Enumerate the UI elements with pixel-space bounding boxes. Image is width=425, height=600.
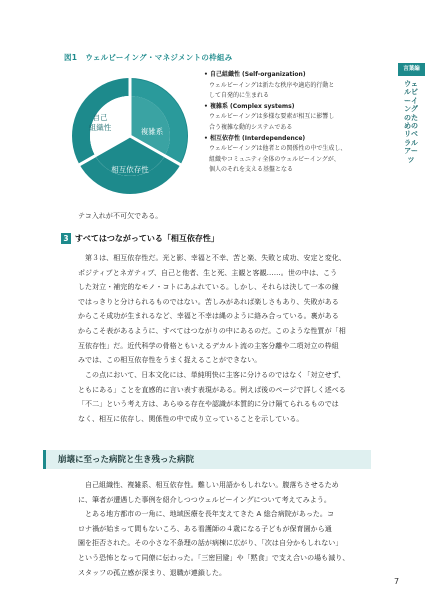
- figure-caption: [64, 52, 241, 63]
- text-line: なく、相互に依存し、関係性の中で成り立っていることを示している。: [78, 414, 304, 423]
- figure-title: ウェルビーイング・マネジメントの枠組み: [85, 53, 233, 62]
- text-line: 「不二」という考え方は、あらゆる存在や認識が本質的に分け隔てられるものでは: [78, 400, 339, 409]
- legend-desc: 個人のそれを支える基盤となる: [209, 166, 294, 174]
- text-line: ロナ禍が始まって間もないころ、ある看護師の４歳になる子どもが保育園から通: [78, 524, 332, 533]
- text-line: 園を拒否された。その小さな不条理の話が病棟に広がり、「次は自分かもしれない」: [78, 539, 343, 548]
- section-band-title: 崩壊に至った病院と生き残った病院: [58, 455, 195, 465]
- text-line: ではっきりと分けられるものではない。苦しみがあれば楽しさもあり、失敗がある: [78, 297, 339, 306]
- section-title: すべてはつながっている「相互依存性」: [75, 234, 219, 243]
- framework-diagram: [70, 76, 190, 196]
- text-line: スタッフの孤立感が深まり、退職が連鎖した。: [78, 568, 227, 577]
- text-line: 第３は、相互依存性だ。光と影、幸福と不幸、苦と楽、失敗と成功、安定と変化、: [85, 254, 346, 262]
- legend-desc: 組織やコミュニティ全体のウェルビーイングが、: [209, 155, 340, 163]
- side-tab-head: 言葉編: [398, 63, 425, 76]
- side-tab-text: ウェルビーイングのためのリベラルアーツ: [404, 80, 418, 164]
- legend-item-complex: [204, 102, 364, 134]
- paragraph-interdependence: [78, 251, 346, 368]
- legend-desc: して自発的に生まれる: [209, 92, 270, 100]
- text-line: からこそ表があるように、すべてはつながりの中にあるのだ。このような性質が「相: [78, 326, 346, 335]
- section-heading: [61, 232, 361, 246]
- legend-desc: ウェルビーイングは新たな秩序や適応的行動と: [209, 81, 335, 89]
- text-line: ポジティブとネガティブ、自己と他者、生と死、主観と客観……。世の中は、こう: [78, 268, 338, 277]
- section-number: 3: [61, 233, 71, 244]
- text-line: この点において、日本文化には、単純明快に主客に分けるのではなく「対立せず、: [85, 371, 346, 379]
- legend-desc: ウェルビーイングは多様な要素が相互に影響し: [209, 113, 335, 121]
- figure-number: 図1: [64, 53, 78, 62]
- text-line: に、筆者が遭遇した事例を紹介しつつウェルビーイングについて考えてみよう。: [78, 495, 331, 504]
- legend-title: • 相互依存性 (Interdependence): [204, 134, 364, 145]
- legend-title: • 自己組織性 (Self-organization): [204, 70, 364, 81]
- label-interdep: 相互依存性: [111, 165, 149, 174]
- text-line: 自己組織性、複雑系、相互依存性。難しい用語かもしれない。腹落ちさせるため: [85, 481, 339, 489]
- text-line: ともにある」ことを直感的に言い表す表現がある。例えば後のページで詳しく述べる: [78, 385, 346, 394]
- legend-item-interdep: [204, 134, 364, 176]
- text-line: とある地方都市の一角に、地域医療を長年支えてきた A 総合病院があった。コ: [85, 510, 335, 519]
- text-line: 互依存性」だ。近代科学の骨格ともいえるデカルト流の主客分離や二項対立の枠組: [78, 341, 339, 350]
- paragraph-hospital: [78, 478, 349, 580]
- page-number: 7: [394, 577, 400, 586]
- paragraph-funi: [78, 368, 346, 426]
- legend-title: • 複雑系 (Complex systems): [204, 102, 364, 113]
- label-complex: 複雑系: [140, 127, 164, 136]
- section-band: [43, 450, 371, 469]
- legend-desc: 合う複雑な動的システムである: [209, 123, 293, 131]
- legend-desc: ウェルビーイングは他者との関係性の中で生成し、: [209, 145, 347, 153]
- text-line: した対立・補完的なモノ・コトにあふれている。しかし、それらは決して一本の線: [78, 283, 339, 292]
- text-line: という恐怖となって同僚に伝わった。「三密回避」や「黙食」で支え合いの場も減り、: [78, 553, 350, 562]
- intro-line: テコ入れが不可欠である。: [78, 212, 163, 220]
- legend-item-self-org: [204, 70, 364, 102]
- label-self-org: 自己組織性: [88, 113, 112, 132]
- text-line: からこそ成功が生まれるなど、幸福と不幸は縄のように絡み合っている。裏がある: [78, 312, 339, 321]
- text-line: みでは、この相互依存性をうまく捉えることができない。: [78, 356, 262, 365]
- figure-legend: [204, 70, 364, 176]
